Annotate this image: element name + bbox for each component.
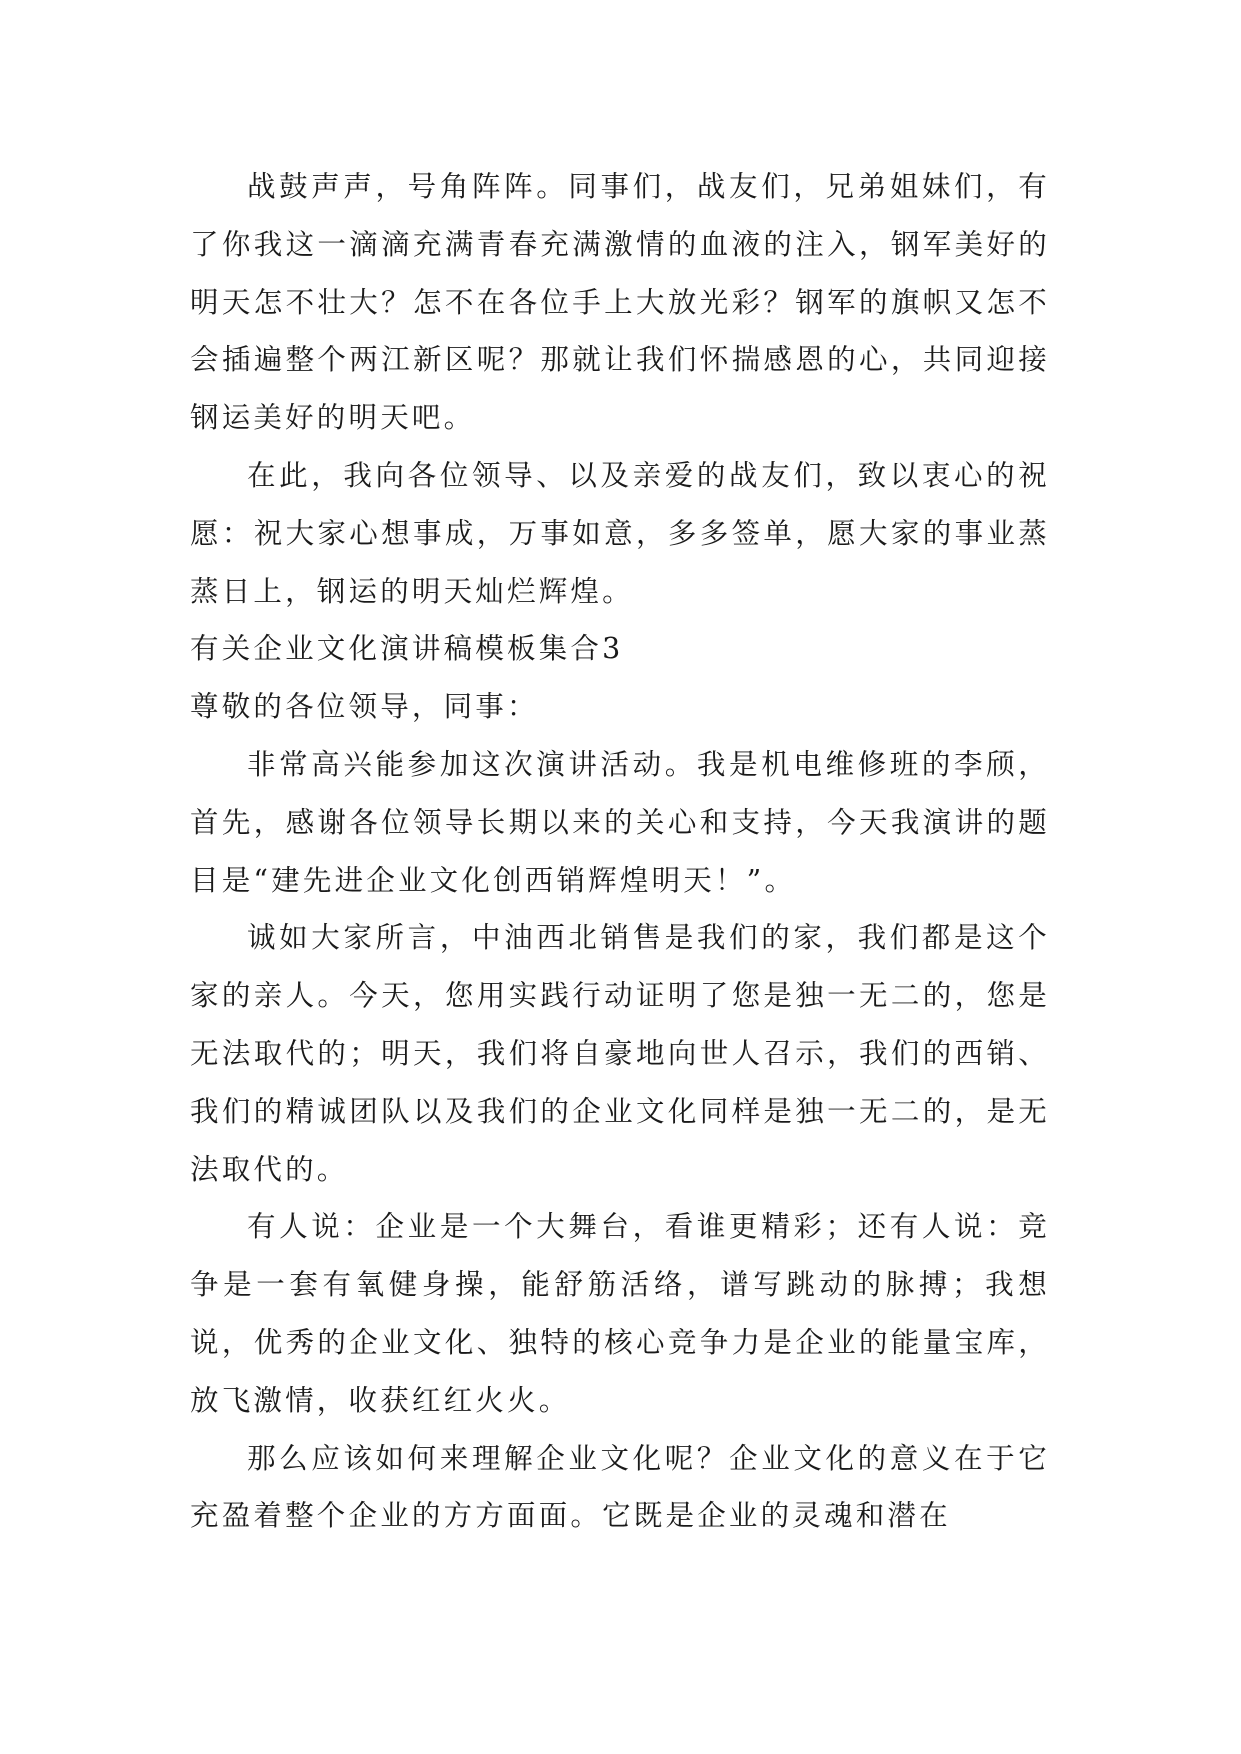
salutation: 尊敬的各位领导，同事： <box>190 690 539 724</box>
paragraph: 战鼓声声，号角阵阵。同事们，战友们，兄弟姐妹们，有了你我这一滴滴充满青春充满激情的血液的注入，钢军美好的明天怎不壮大？怎不在各位手上大放光彩？钢军的旗帜又怎不会插遍整个两江新区呢？那就让我们怀揣感恩的心，共同迎接钢运美好的明天吧。 <box>190 170 1050 435</box>
document-body <box>190 158 1050 1545</box>
paragraph: 那么应该如何来理解企业文化呢？企业文化的意义在于它充盈着整个企业的方方面面。它既是企业的灵魂和潜在 <box>190 1441 1050 1533</box>
paragraph: 在此，我向各位领导、以及亲爱的战友们，致以衷心的祝愿：祝大家心想事成，万事如意，多多签单，愿大家的事业蒸蒸日上，钢运的明天灿烂辉煌。 <box>190 458 1050 608</box>
paragraph: 有人说：企业是一个大舞台，看谁更精彩；还有人说：竞争是一套有氧健身操，能舒筋活络，谱写跳动的脉搏；我想说，优秀的企业文化、独特的核心竞争力是企业的能量宝库，放飞激情，收获红红火火。 <box>190 1210 1050 1417</box>
paragraph: 非常高兴能参加这次演讲活动。我是机电维修班的李颀，首先，感谢各位领导长期以来的关心和支持，今天我演讲的题目是“建先进企业文化创西销辉煌明天！”。 <box>190 747 1050 897</box>
section-heading: 有关企业文化演讲稿模板集合3 <box>190 632 624 666</box>
paragraph: 诚如大家所言，中油西北销售是我们的家，我们都是这个家的亲人。今天，您用实践行动证明了您是独一无二的，您是无法取代的；明天，我们将自豪地向世人召示，我们的西销、我们的精诚团队以及我们的企业文化同样是独一无二的，是无法取代的。 <box>190 921 1050 1186</box>
